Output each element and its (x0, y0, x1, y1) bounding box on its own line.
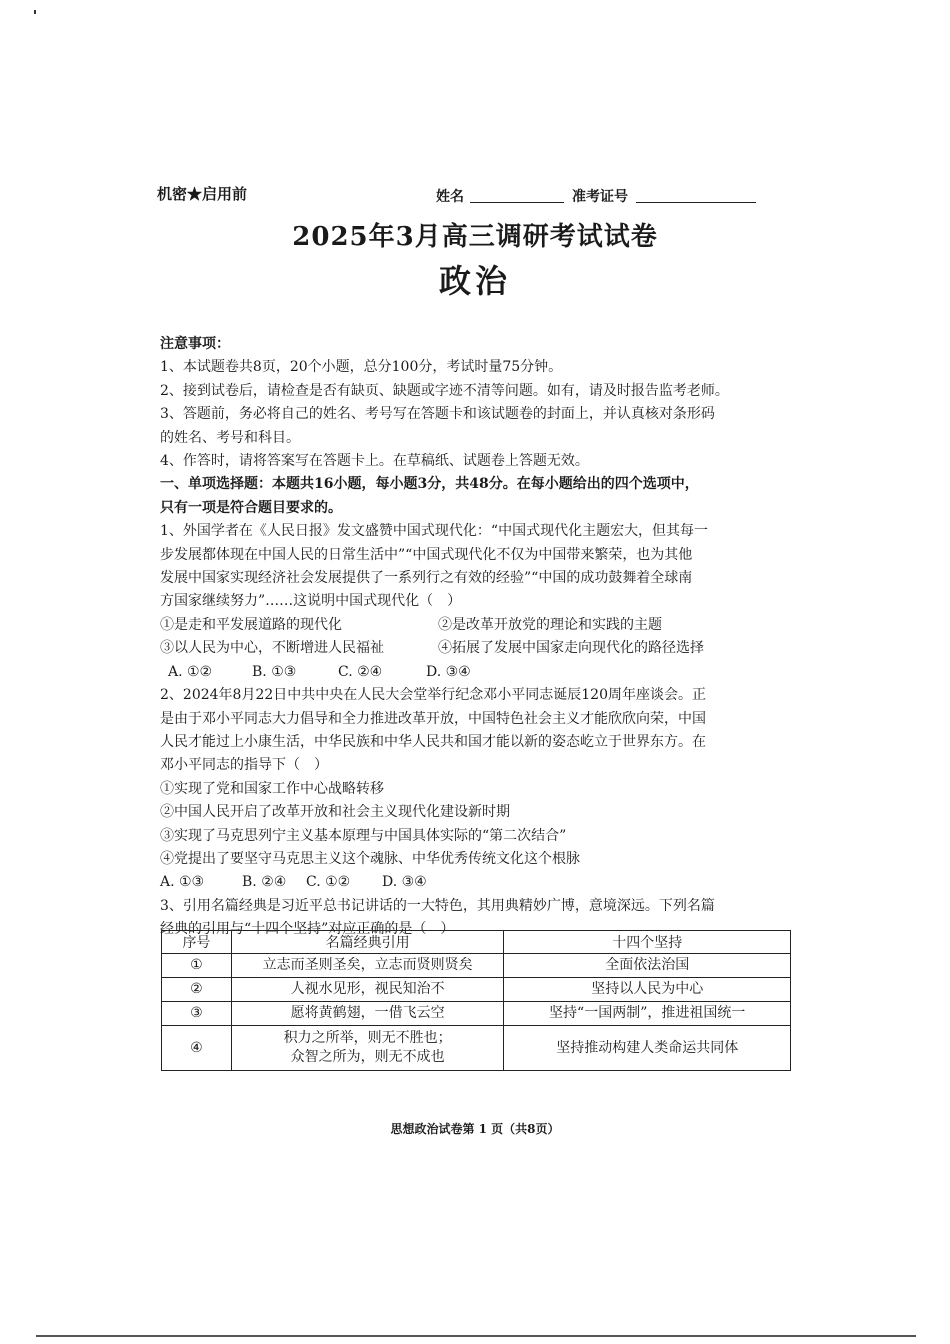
exam-body (160, 333, 800, 942)
table-header: 序号 (162, 931, 232, 954)
quote-line: 众智之所为，则无不成也 (290, 1049, 445, 1065)
option-d[interactable]: D. ③④ (382, 874, 427, 891)
table-row (162, 954, 791, 978)
name-field[interactable] (470, 202, 564, 203)
option-c[interactable]: C. ①② (306, 874, 351, 891)
ticket-number-field[interactable] (636, 202, 756, 203)
statement: ②是改革开放党的理论和实践的主题 (438, 616, 662, 633)
row-number: ② (162, 978, 232, 1002)
option-b[interactable]: B. ①③ (252, 663, 297, 680)
option-b[interactable]: B. ②④ (242, 874, 287, 891)
row-number: ④ (162, 1026, 232, 1071)
exam-title: 2025年3月高三调研考试试卷 (292, 222, 658, 252)
option-c[interactable]: C. ②④ (338, 663, 383, 680)
table-header: 名篇经典引用 (231, 931, 504, 954)
note-item: 2、接到试卷后，请检查是否有缺页、缺题或字迹不清等问题。如有，请及时报告监考老师。 (160, 382, 729, 399)
note-item: 4、作答时，请将答案写在答题卡上。在草稿纸、试题卷上答题无效。 (160, 453, 589, 470)
table-header-row (162, 931, 791, 954)
question-1-options (160, 661, 800, 684)
name-label: 姓名 (436, 189, 464, 205)
principle-cell: 坚持推动构建人类命运共同体 (504, 1026, 791, 1071)
question-3-stem: 经典的引用与“十四个坚持”对应正确的是（ ） (160, 921, 455, 938)
statement: ①是走和平发展道路的现代化 (160, 616, 342, 633)
scan-dot (34, 10, 36, 14)
confidential-label: 机密★启用前 (157, 185, 248, 203)
quote-table (161, 930, 791, 1071)
row-number: ① (162, 954, 232, 978)
question-1-stem: 步发展都体现在中国人民的日常生活中”“中国式现代化不仅为中国带来繁荣，也为其他 (160, 546, 693, 563)
question-3-stem: 3、引用名篇经典是习近平总书记讲话的一大特色，其用典精妙广博，意境深远。下列名篇 (160, 897, 715, 914)
row-number: ③ (162, 1002, 232, 1026)
note-item: 1、本试题卷共8页，20个小题，总分100分，考试时量75分钟。 (160, 359, 563, 376)
quote-line: 积力之所举，则无不胜也； (283, 1030, 452, 1046)
question-1-stem: 1、外国学者在《人民日报》发文盛赞中国式现代化：“中国式现代化主题宏大，但其每一 (160, 523, 709, 540)
principle-cell: 坚持“一国两制”，推进祖国统一 (504, 1002, 791, 1026)
question-2-stem: 邓小平同志的指导下（ ） (160, 757, 328, 774)
principle-cell: 坚持以人民为中心 (504, 978, 791, 1002)
table-row (162, 978, 791, 1002)
quote-cell (231, 1026, 504, 1071)
statement: ①实现了党和国家工作中心战略转移 (160, 780, 384, 797)
quote-cell: 立志而圣则圣矣，立志而贤则贤矣 (231, 954, 504, 978)
statement: ④拓展了发展中国家走向现代化的路径选择 (438, 640, 704, 657)
section-heading: 一、单项选择题：本题共16小题，每小题3分，共48分。在每小题给出的四个选项中， (160, 476, 699, 493)
table-row (162, 1002, 791, 1026)
option-a[interactable]: A. ①② (168, 663, 213, 680)
option-d[interactable]: D. ③④ (426, 663, 471, 680)
notes-heading: 注意事项： (160, 336, 230, 352)
quote-cell: 愿将黄鹤翅，一借飞云空 (231, 1002, 504, 1026)
note-item: 的姓名、考号和科目。 (160, 429, 300, 446)
ticket-number-label: 准考证号 (572, 189, 628, 205)
question-2-stem: 是由于邓小平同志大力倡导和全力推进改革开放，中国特色社会主义才能欣欣向荣，中国 (160, 710, 706, 727)
option-a[interactable]: A. ①③ (160, 874, 205, 891)
question-1-statements-row (160, 637, 800, 660)
table-row (162, 1026, 791, 1071)
question-1-statements-row (160, 614, 800, 637)
question-2-options (160, 871, 800, 894)
statement: ④党提出了要坚守马克思主义这个魂脉、中华优秀传统文化这个根脉 (160, 850, 580, 867)
statement: ③实现了马克思列宁主义基本原理与中国具体实际的“第二次结合” (160, 827, 567, 844)
statement: ③以人民为中心，不断增进人民福祉 (160, 640, 384, 657)
question-1-stem: 方国家继续努力”……这说明中国式现代化（ ） (160, 593, 462, 610)
page-footer: 思想政治试卷第 1 页（共8页） (390, 1122, 560, 1136)
question-1-stem: 发展中国家实现经济社会发展提供了一系列行之有效的经验”“中国的成功鼓舞着全球南 (160, 570, 693, 587)
subject-title: 政治 (438, 262, 511, 300)
question-2-stem: 人民才能过上小康生活，中华民族和中华人民共和国才能以新的姿态屹立于世界东方。在 (160, 733, 706, 750)
scan-edge-line (36, 1335, 916, 1337)
statement: ②中国人民开启了改革开放和社会主义现代化建设新时期 (160, 804, 510, 821)
section-heading: 只有一项是符合题目要求的。 (160, 499, 342, 516)
principle-cell: 全面依法治国 (504, 954, 791, 978)
note-item: 3、答题前，务必将自己的姓名、考号写在答题卡和该试题卷的封面上，并认真核对条形码 (160, 406, 715, 423)
table-header: 十四个坚持 (504, 931, 791, 954)
question-2-stem: 2、2024年8月22日中共中央在人民大会堂举行纪念邓小平同志诞辰120周年座谈会。正 (160, 687, 706, 704)
quote-cell: 人视水见形，视民知治不 (231, 978, 504, 1002)
